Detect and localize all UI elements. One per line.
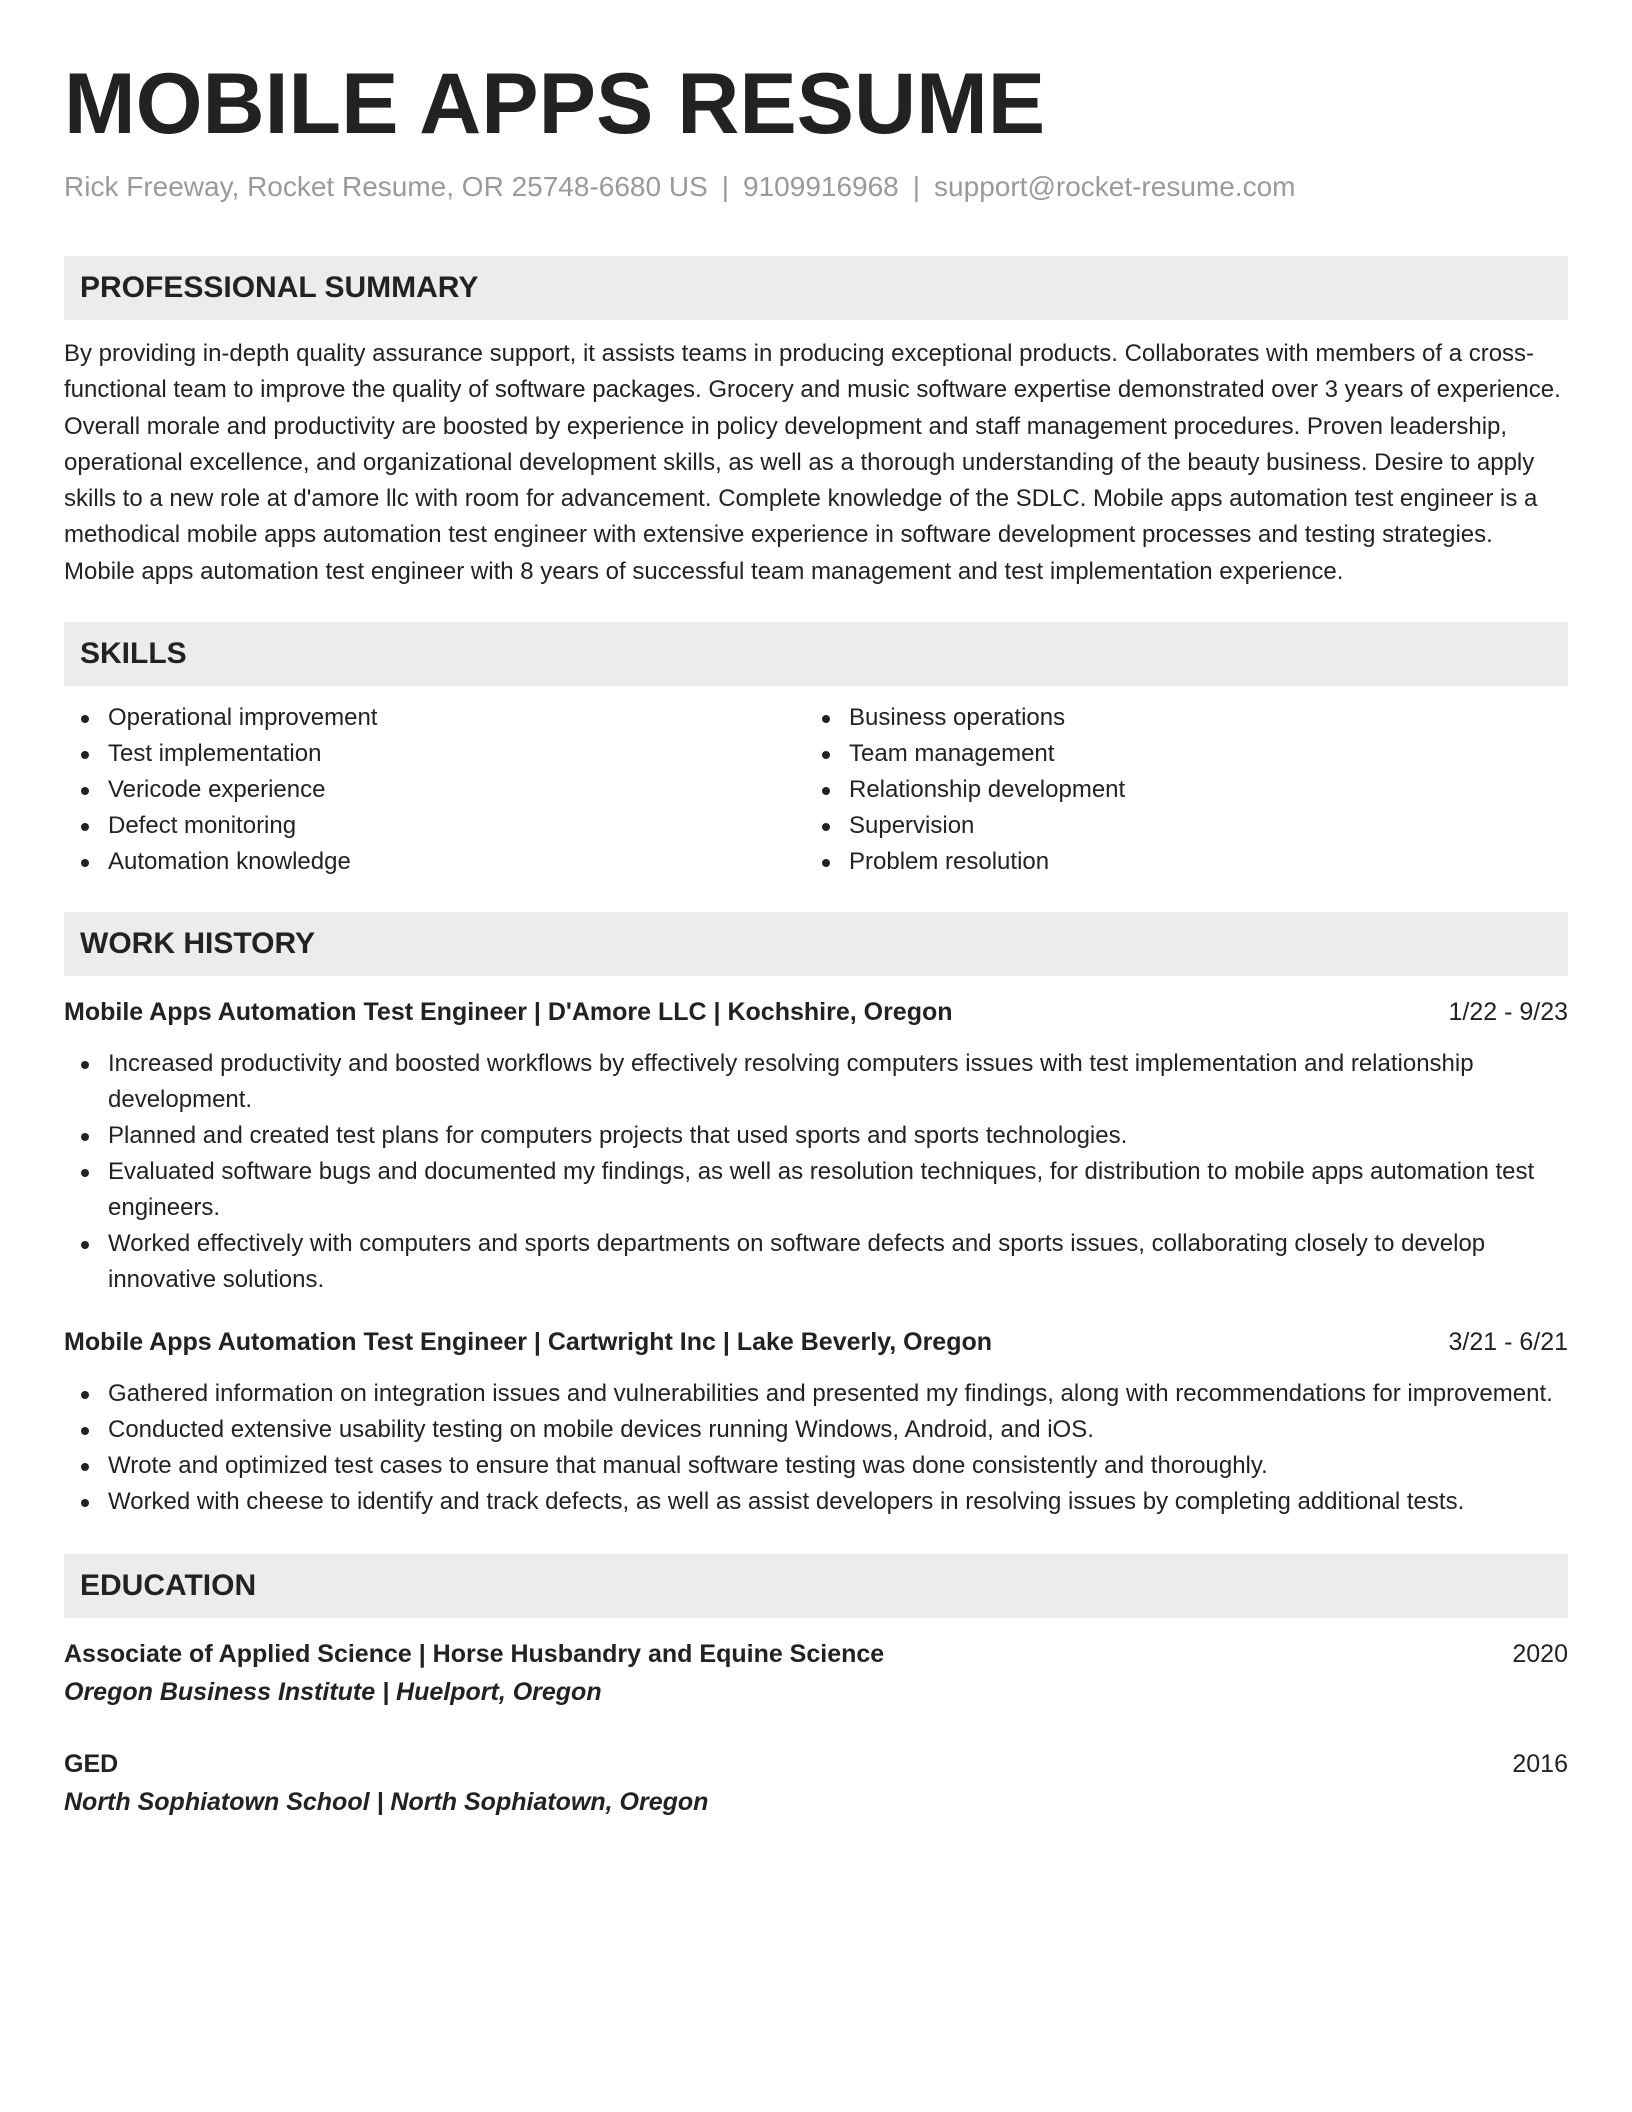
job-bullets xyxy=(64,1376,1568,1520)
skill-item: Business operations xyxy=(805,700,1546,736)
skill-item: Operational improvement xyxy=(64,700,805,736)
education-entry xyxy=(64,1636,1568,1672)
contact-phone: 9109916968 xyxy=(743,171,899,202)
skill-item: Test implementation xyxy=(64,736,805,772)
job-title: Mobile Apps Automation Test Engineer | Cartwright Inc | Lake Beverly, Oregon xyxy=(64,1328,993,1357)
job-bullet: Conducted extensive usability testing on mobile devices running Windows, Android, and iOS. xyxy=(64,1412,1568,1448)
skill-item: Supervision xyxy=(805,808,1546,844)
skills-column-left xyxy=(64,700,805,880)
section-header-education: EDUCATION xyxy=(64,1554,1568,1618)
contact-separator: | xyxy=(912,171,921,202)
job-header xyxy=(64,1324,1568,1360)
job-dates: 3/21 - 6/21 xyxy=(1448,1328,1568,1357)
job-dates: 1/22 - 9/23 xyxy=(1448,998,1568,1027)
skill-item: Team management xyxy=(805,736,1546,772)
summary-text: By providing in-depth quality assurance support, it assists teams in producing exceptional products. Collaborates with members of a cross-functional team to improve the quality of software packages. Grocery and music software expertise demonstrated over 3 years of experience. Overall morale and productivity are boosted by experience in policy development and staff management procedures. Proven leadership, operational excellence, and organizational development skills, as well as a thorough understanding of the beauty business. Desire to apply skills to a new role at d'amore llc with room for advancement. Complete knowledge of the SDLC. Mobile apps automation test engineer is a methodical mobile apps automation test engineer with extensive experience in software development processes and testing strategies. Mobile apps automation test engineer with 8 years of successful team management and test implementation experience. xyxy=(64,340,1561,585)
job-bullet: Worked effectively with computers and sports departments on software defects and sports issues, collaborating closely to develop innovative solutions. xyxy=(64,1226,1568,1298)
education-school: Oregon Business Institute | Huelport, Oregon xyxy=(64,1678,602,1707)
education-year: 2020 xyxy=(1512,1640,1568,1669)
skills-column-right xyxy=(805,700,1546,880)
job-bullet: Increased productivity and boosted workflows by effectively resolving computers issues with test implementation and relationship development. xyxy=(64,1046,1568,1118)
section-header-summary: PROFESSIONAL SUMMARY xyxy=(64,256,1568,320)
job-bullet: Gathered information on integration issues and vulnerabilities and presented my findings, along with recommendations for improvement. xyxy=(64,1376,1568,1412)
job-header xyxy=(64,994,1568,1030)
education-degree: Associate of Applied Science | Horse Husbandry and Equine Science xyxy=(64,1640,885,1669)
resume-title: MOBILE APPS RESUME xyxy=(64,56,1046,152)
education-year: 2016 xyxy=(1512,1750,1568,1779)
job-title: Mobile Apps Automation Test Engineer | D'Amore LLC | Kochshire, Oregon xyxy=(64,998,953,1027)
education-school: North Sophiatown School | North Sophiatown, Oregon xyxy=(64,1788,709,1817)
education-entry xyxy=(64,1746,1568,1782)
section-header-work-history: WORK HISTORY xyxy=(64,912,1568,976)
skills-list xyxy=(64,700,1568,880)
section-header-skills: SKILLS xyxy=(64,622,1568,686)
skill-item: Problem resolution xyxy=(805,844,1546,880)
job-bullet: Wrote and optimized test cases to ensure that manual software testing was done consistently and thoroughly. xyxy=(64,1448,1568,1484)
contact-line xyxy=(64,170,1568,204)
skill-item: Relationship development xyxy=(805,772,1546,808)
contact-address: Rick Freeway, Rocket Resume, OR 25748-6680 US xyxy=(64,171,708,202)
contact-separator: | xyxy=(721,171,730,202)
job-bullet: Worked with cheese to identify and track defects, as well as assist developers in resolving issues by completing additional tests. xyxy=(64,1484,1568,1520)
contact-email: support@rocket-resume.com xyxy=(934,171,1296,202)
skill-item: Defect monitoring xyxy=(64,808,805,844)
job-bullet: Evaluated software bugs and documented my findings, as well as resolution techniques, for distribution to mobile apps automation test engineers. xyxy=(64,1154,1568,1226)
skill-item: Automation knowledge xyxy=(64,844,805,880)
job-bullet: Planned and created test plans for computers projects that used sports and sports technologies. xyxy=(64,1118,1568,1154)
job-bullets xyxy=(64,1046,1568,1298)
skill-item: Vericode experience xyxy=(64,772,805,808)
education-degree: GED xyxy=(64,1750,119,1779)
